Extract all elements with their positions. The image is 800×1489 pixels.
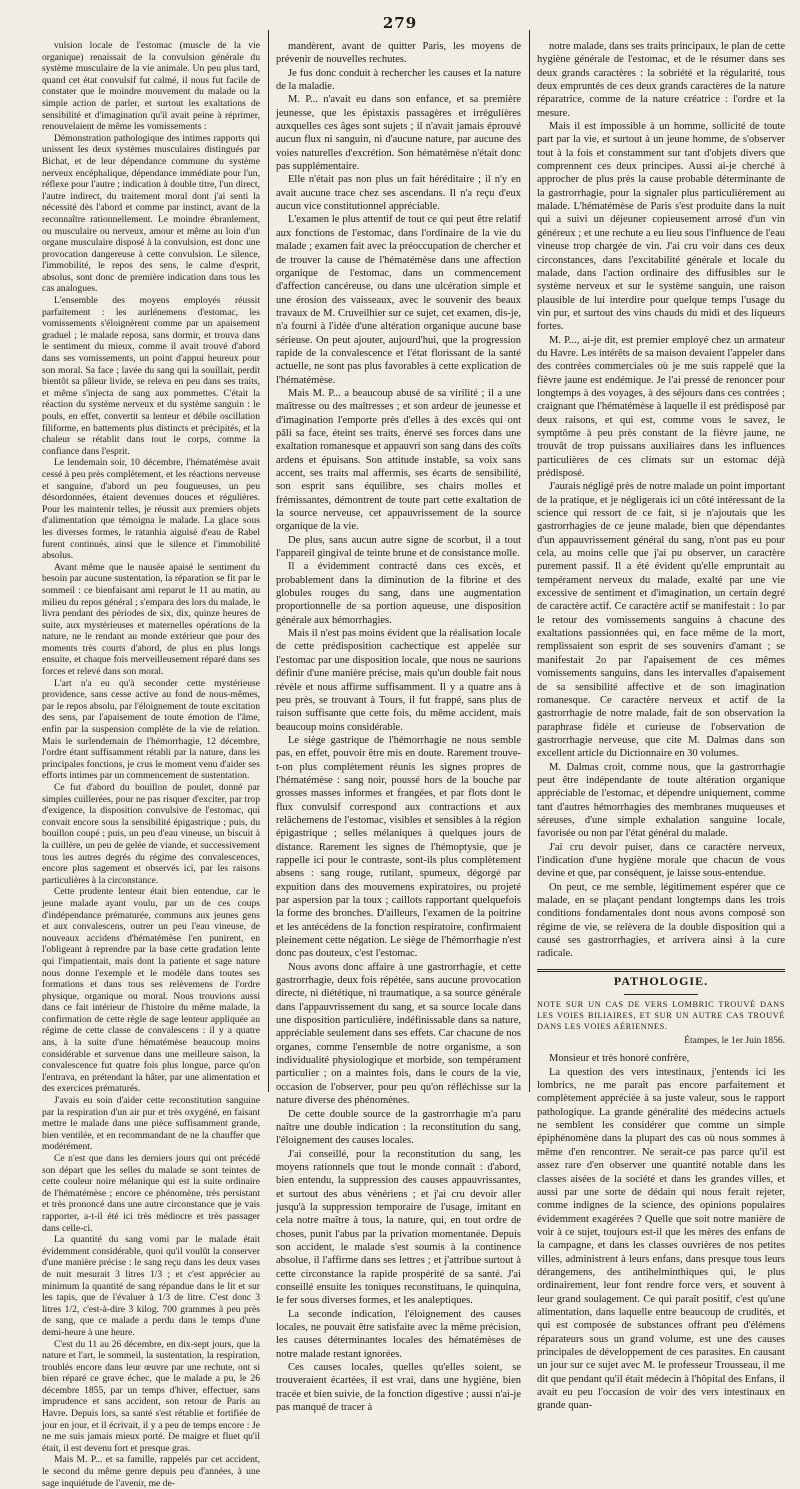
paragraph: L'ensemble des moyens employés réussit parfaitement : les aurlénemens d'estomac, les vomissements s'éloignèrent comme par un apaisement graduel ; le malade reposa, sans dormir, et trouva dans le sentiment du mieux, comme il avait trouvé d'abord dans ses vomissements, un point d'appui heureux pour son moral. Sa face ; lavée du sang qui la souillait, perdit bientôt sa pâleur livide, se releva en peu dans ses traits, et même s'injecta de sang aux pommettes. C'était la réaction du système nerveux et du système sanguin : le pouls, en effet, convertit sa lenteur et débile oscillation filiforme, en battements plus distincts et précipités, et la chaleur se rétablit dans tout le corps, comme la confiance dans l'esprit. [42, 295, 260, 457]
paragraph: La question des vers intestinaux, j'entends ici les lombrics, ne me paraît pas encore parfaitement et complètement appréciée à sa juste valeur, sous le rapport pathologique. La grande généralité des médecins actuels ne semblent les considérer que comme un simple épiphénomène dans la plupart des cas où nous sommes à même d'en rencontrer. Ne serait-ce pas parce qu'il est assez rare d'en observer une quantité notable dans les classes aisées de la société et dans les grandes villes, et aussi par une sorte de dédain qui nous ferait rejeter, comme indignes de la science, des opinions populaires évidemment exagérées ? Quelle que soit notre manière de voir à ce sujet, toujours est-il que les mères des enfans de la campagne, et dans les classes ouvrières de nos petites villes, administrent à leurs enfans, dans presque tous leurs dérangemens, des antihelminthiques qui, le plus ordinairement, leur font rendre force vers, et souvent à leur grand soulagement. Ce qui paraît positif, c'est qu'une alimentation, dans laquelle entre beaucoup de crudités, et qui est composée de substances offrant peu d'élémens réparateurs sous un grand volume, est une des causes principales de développement de ces parasites. En causant un jour sur ce sujet avec M. le professeur Trousseau, il me dit que pendant qu'il était médecin à l'hôpital des Enfans, il avait eu peu l'occasion de voir des vers intestinaux en grande quan- [537, 1066, 785, 1412]
paragraph: vulsion locale de l'estomac (muscle de la vie organique) renaissait de la convulsion générale du système musculaire de la vie animale. Un peu plus tard, quand cet état convulsif fut calmé, il nous fut facile de constater que le moindre mouvement du malade ou la simple action de parler, et surtout les exaltations de sensibilité et d'imagination qu'il avait peine à réprimer, renouvelaient de même les vomissements : [42, 40, 260, 133]
page-number: 279 [382, 14, 418, 32]
paragraph: Ces causes locales, quelles qu'elles soient, se trouveraient écartées, il est vrai, dans une hygiène, bien tracée et bien suivie, de la fonction digestive ; aussi n'ai-je pas manqué de tracer à [276, 1362, 521, 1414]
section-header [537, 969, 785, 993]
paragraph: Mais M. P... et sa famille, rappelés par cet accident, le second du même genre depuis peu d'années, à une sage inquiétude de l'avenir, me de- [42, 1454, 260, 1489]
section-title: PATHOLOGIE. [613, 973, 709, 988]
paragraph: De plus, sans aucun autre signe de scorbut, il a tout l'appareil gingival de teinte brune et de consistance molle. [276, 534, 521, 560]
paragraph: Mais M. P... a beaucoup abusé de sa virilité ; il a une maîtresse ou des maîtresses ; et son ardeur de jeunesse et d'imagination l'emporte près d'elles à des excès qui ont pâli sa face, éteint ses traits, énervé ses forces dans une exaltation romanesque et appauvri son sang dans des coïts ardens et épuisans. Son attitude instable, sa voix sans accent, ses traits mal affermis, ses écarts de sensibilité, son esprit sans équilibre, ses chairs molles et frémissantes, démontrent de toute part cette exaltation de la source nerveuse, cet appauvrissement de la source organique de la vie. [276, 387, 521, 533]
column-1 [42, 40, 260, 1489]
paragraph: Nous avons donc affaire à une gastrorrhagie, et cette gastrorrhagie, deux fois répétée, sans aucune provocation directe, ni diététique, ni traumatique, a sa source générale dans l'appauvrissement du sang, et sa source locale dans une disposition particulière, indéfinissable dans sa nature, appréciable seulement dans ses effets. Car chacune de nos organes, comme l'ensemble de notre organisme, a son individualité physiologique et morbide, son tempérament particulier ; on a maintes fois, dans le cours de la vie, occasion de l'observer, pour peu qu'on réfléchisse sur la nature diverse des phénomènes. [276, 961, 521, 1107]
paragraph: Ce n'est que dans les derniers jours qui ont précédé son départ que les selles du malade se sont teintes de cette couleur noire mélanique qui est la suite ordinaire de l'hématémèse ; encore ce phénomène, très persistant et très prononcé dans une autre circonstance que je vais rapporter, a-t-il été ici très médiocre et très passager dans celle-ci. [42, 1153, 260, 1234]
article-subtitle: NOTE SUR UN CAS DE VERS LOMBRIC TROUVÉ DANS LES VOIES BILIAIRES, ET SUR UN AUTRE CAS TROUVÉ DANS LES VOIES AÉRIENNES. [537, 1000, 785, 1032]
column-2 [276, 40, 521, 1414]
paragraph: M. P..., ai-je dit, est premier employé chez un armateur du Havre. Les intérêts de sa maison devaient l'appeler dans des contrées commerciales où je me suis rappelé que la fièvre jaune est endémique. Je l'ai pressé de renoncer pour longtemps à des voyages, à des séjours dans ces contrées ; craignant que l'hématémèse à laquelle il est prédisposé par deux raisons, et qui est, comme vous le savez, le symptôme à peu près constant de la fièvre jaune, ne trouvât de trop puissans auxiliaires dans les influences particulières de ces climats sur un estomac déjà prédisposé. [537, 334, 785, 479]
paragraph: La seconde indication, l'éloignement des causes locales, ne pouvait être satisfaite avec la même précision, les causes déterminantes locales des hématémèses de notre malade restant ignorées. [276, 1308, 521, 1360]
paragraph: J'ai conseillé, pour la reconstitution du sang, les moyens rationnels que tout le monde connaît : d'abord, bien entendu, la suppression des causes appauvrissantes, et surtout des abus vénériens ; et j'ai cru devoir aller jusqu'à la suppression temporaire de l'usage, imitant en cela notre maître à tous, la nature, qui, en tout ordre de choses, punit l'abus par la privation momentanée. Depuis son accident, le malade s'est soumis à la continence absolue, il l'affirme dans ses lettres ; et j'attribue surtout à cette circonstance la rapide prospérité de sa santé. J'ai conseillé ensuite les toniques reconstituans, le quinquina, le fer sous diverses formes, et les analeptiques. [276, 1148, 521, 1307]
paragraph: notre malade, dans ses traits principaux, le plan de cette hygiène générale de l'estomac, et de le résumer dans ses deux grands caractères : la sobriété et la régularité, tous deux empruntés de ces deux grands caractères de la nature réparatrice, comme de la nature créatrice : l'ordre et la mesure. [537, 41, 785, 119]
paragraph: mandèrent, avant de quitter Paris, les moyens de prévenir de nouvelles rechutes. [276, 41, 521, 66]
paragraph: Il a évidemment contracté dans ces excès, et probablement dans la diminution de la fibrine et des globules rouges du sang, dans une augmentation proportionnelle de sa portion aqueuse, une disposition générale aux hémorrhagies. [276, 561, 521, 626]
paragraph: Elle n'était pas non plus un fait héréditaire ; il n'y en avait aucune trace chez ses ascendans. Il n'a reçu d'eux aucun vice constitutionnel appréciable. [276, 174, 521, 213]
paragraph: Le lendemain soir, 10 décembre, l'hématémèse avait cessé à peu près complètement, et les réactions nerveuse et sanguine, d'abord un peu fougueuses, un peu désordonnées, étaient devenues douces et régulières. Pour les maintenir telles, je réussit aux premiers objets d'alimentation que témoigna le malade. La glace sous les diverses formes, le ratanhia aiguisé d'eau de Rabel furent continués, ainsi que le silence et l'immobilité absolus. [42, 457, 260, 562]
paragraph: Monsieur et très honoré confrère, [549, 1053, 690, 1065]
paragraph: L'art n'a eu qu'à seconder cette mystérieuse providence, sans cesse active au fond de nous-mêmes, par le repos absolu, par l'éloignement de toute excitation des sens, par l'apaisement de toute émotion de l'âme, enfin par la suspension complète de la vie de relation. Mais le surlendemain de l'hémorrhagie, 12 décembre, l'ordre étant suffisamment rétabli par la nature, dans les principales fonctions, je crus le moment venu d'aider ses efforts intimes par un commencement de sustentation. [42, 677, 260, 782]
paragraph: Ce fut d'abord du bouillon de poulet, donné par simples cuillerées, pour ne pas risquer d'exciter, par trop d'exigence, la disposition convulsive de l'estomac, qui convait encore sous la sensibilité épigastrique ; puis, du bouillon coupé ; puis, un peu d'eau vineuse, un biscuit à la cuillère, un peu de gelée de viande, et successivement tous les autres degrés du régime des convalescences, encore plus sagement et observés ici, par les raisons particulières à la circonstance. [42, 782, 260, 886]
paragraph: Démonstration pathologique des intimes rapports qui unissent les deux systèmes musculaires distingués par Bichat, et de leur dépendance commune du système nerveux encéphalique, dépendance immédiate pour l'un, réflexe pour l'autre ; indication à double titre, l'un direct, l'autre indirect, du traitement moral dont j'ai senti la nécessité dès l'abord et comme par instinct, avant de la reconnaître rationnellement. Le moindre ébranlement, ou musculaire ou nerveux, amour et même au loin d'un organe musculaire disposé à la convulsion, est donc une provocation dangereuse à cette convulsion. Le silence, l'immobilité, le repos des sens, le calme d'esprit, absolus, sont donc de première indication dans tous les cas analogues. [42, 132, 260, 295]
paragraph: De cette double source de la gastrorrhagie m'a paru naître une double indication : la reconstitution du sang, l'éloignement des causes locales. [276, 1108, 521, 1147]
paragraph: Mais il n'est pas moins évident que la réalisation locale de cette prédisposition cachectique est appelée sur l'estomac par une disposition locale, que nous ne saurions définir d'une manière précise, mais qu'un double fait nous révèle et nous affirme suffisamment. Il y a quatre ans à peu près, se trouvant à Tours, il fut frappé, sans plus de raison suffisante que cette fois, du même accident, mais beaucoup moins considérable. [276, 628, 521, 733]
paragraph: J'aurais négligé près de notre malade un point important de la pratique, et je négligerais ici un côté intéressant de la science qui ressort de ce fait, si je n'ajoutais que les gastrorrhagies de ce jeune malade, bien que dépendantes d'un appauvrissement général du sang, n'ont pas eu pour cela, au moins celle que j'ai pu observer, un caractère purement passif. Il a été évident qu'elle empruntait au tempérament nerveux du malade, exalté par une vie excessive de sentiment et d'imagination, un certain degré de caractère actif. Ce caractère actif se manifestait : 1o par le retour des vomissements sanguins à chacune des exaltations passionnées qui, en face même de la mort, remplissaient son esprit de ses souvenirs d'amant ; se manifestait 2o par l'apaisement de ces mêmes vomissements sanguins, dans les intervalles d'apaisement de sa sensibilité affective et de son imagination romanesque. Ce caractère nerveux et actif de la gastrorrhagie de notre malade, fait de son observation la paraphrase fidèle et curieuse de l'observation de gastrorrhagie nerveuse, que cite M. Dalmas dans son excellent article du Dictionnaire en 30 volumes. [537, 481, 785, 760]
paragraph: L'examen le plus attentif de tout ce qui peut être relatif aux fonctions de l'estomac, dans l'ordinaire de la vie du malade ; examen fait avec la préoccupation de chercher et de trouver la cause de l'hématémèse dans une affection organique de l'estomac, dans un commencement d'affection cancéreuse, ou dans une ulcération simple et une érosion des vaisseaux, avec le souvenir des beaux travaux de M. Cruveilhier sur ce sujet, cet examen, dis-je, n'a fourni à l'idée d'une altération organique aucune base sérieuse. On peut ajouter, aujourd'hui, que la progression rapide de la convalescence et l'état florissant de la santé actuelle, ne sont pas plus favorables à cette explication de l'hématémèse. [276, 214, 521, 386]
column-3 [537, 40, 785, 1412]
article-dateline: Étampes, le 1er Juin 1856. [684, 1036, 785, 1047]
column-rule-right [529, 30, 530, 1092]
paragraph: La quantité du sang vomi par le malade était évidemment considérable, quoi qu'il voulût la conserver d'une manière précise : le sang reçu dans les deux vases de nuit mesurait 3 litres 1/3 ; et c'est apprécier au minimum la quantité de sang répandue dans le lit et sur les tapis, que de l'évaluer à 1/3 de litre. C'est donc 3 litres 1/2, c'est-à-dire 3 kilog. 700 grammes à peu près de sang, que ce malade a perdu dans le temps d'une demi-heure à une heure. [42, 1234, 260, 1338]
column-3-article-end [537, 40, 785, 961]
paragraph: M. Dalmas croit, comme nous, que la gastrorrhagie peut être indépendante de toute altération organique appréciable de l'estomac, et dépendre uniquement, comme tant d'autres hémorrhagies des membranes muqueuses et séreuses, d'une simple exhalation sanguine locale, favorisée ou non par l'état général du malade. [537, 761, 785, 840]
paragraph: Je fus donc conduit à rechercher les causes et la nature de la maladie. [276, 67, 521, 93]
column-3-new-article [537, 1052, 785, 1412]
paragraph: On peut, ce me semble, légitimement espérer que ce malade, en se plaçant pendant longtemps dans les trois conditions fondamentales dont nous avons composé son régime de vie, se relèvera de la double disposition qui a causé ses gastrorrhagies, et arrivera ainsi à la cure radicale. [537, 881, 785, 960]
paragraph: J'ai cru devoir puiser, dans ce caractère nerveux, l'indication d'une hygiène morale que chacun de vous devine et que, par conséquent, je laisse sous-entendue. [537, 841, 785, 880]
paragraph: Mais il est impossible à un homme, sollicité de toute part par la vie, et surtout à un jeune homme, de s'observer tout à la fois et constamment sur tant d'objets divers que comprennent ces deux principes. Aussi ai-je cherché à approcher de plus près la cause probable déterminante de la gastrorrhagie, pour la signaler plus particulièrement au malade. L'hématémèse de Paris s'est produite dans la nuit qui a suivi un déjeuner copieusement arrosé d'un vin généreux ; et une rechute a eu lieu sous l'influence de l'eau vineuse trop chargée de vin. J'ai cru voir dans ces deux circonstances, dans l'excitabilité générale et locale du malade, dans l'action ordinaire des diffusibles sur le système nerveux et sur le système sanguin, une raison plausible de lui interdire pour quelque temps l'usage du vin pur, et surtout des vins chauds du midi et des liqueurs fortes. [537, 121, 785, 333]
paragraph: J'avais eu soin d'aider cette reconstitution sanguine par la respiration d'un air pur et très oxygéné, en faisant mettre le malade dans une pièce suffisamment grande, bien ventilée, et en recommandant de ne la chauffer que modérément. [42, 1095, 260, 1153]
paragraph: Avant même que le nausée apaisé le sentiment du besoin par aucune sustentation, la réparation se fit par le sommeil : ce bienfaisant ami reparut le 11 au matin, au milieu du repos général ; s'empara des lors du malade, le livra pendant des périodes de six, dix, quinze heures de suite, aux mystérieuses et maternelles opérations de la nature, ne le rendant au monde extérieur que pour des moments très courts d'abord, de plus en plus longs ensuite, et chaque fois merveilleusement réparé dans ses forces et relevé dans son moral. [42, 561, 260, 678]
paragraph: Cette prudente lenteur était bien entendue, car le jeune malade ayant voulu, par un de ces coups d'indépendance prématurée, communs aux jeunes gens et aux convalescens, outrer un peu l'eau vineuse, de nouveaux accidens d'hématémèse l'en punirent, en l'obligeant à reprendre par la base cette gradation lente qui l'impatientait, mais dont la patiente et sage nature nous donne l'exemple et le modèle dans toutes ses formations et dans tous ses relèvemens de l'ordre physique, organique ou moral. Nous trouvions aussi dans ce fait intérieur de l'histoire du même malade, la confirmation de cette règle de sage lenteur appliquée au régime de cette classe de convalescens : il y a quatre ans, à la suite d'une hématémèse beaucoup moins considérable et survenue dans une meilleure saison, la convalescence fut quatre fois plus longue, parce qu'on l'entrava, en prétendant la hâter, par une alimentation et des exercices prématurés. [42, 886, 260, 1095]
paragraph: Le siège gastrique de l'hémorrhagie ne nous semble pas, en effet, pouvoir être mis en doute. Rarement trouve-t-on plus complètement réunis les signes propres de l'hématémèse : sang noir, poussé hors de la bouche par grosses masses informes et frangées, et par flots dont le flux convulsif correspond aux contractions et aux relâchemens de l'estomac, visibles et sensibles à la région épigastrique ; selles mélaniques à quelques jours de distance. Rarement les signes de l'hémoptysie, que je rappelle ici pour le contraste, sont-ils plus complètement absens : sang rouge, rutilant, spumeux, dégorgé par expuition dans des mouvemens expiratoires, ou projeté par aspersion par la toux ; caillots rapportant quelquefois la forme des bronches. D'ailleurs, l'examen de la poitrine et les antécédens de la fonction respiratoire, confirmaient pleinement cette négation. Le siège de l'hémorrhagie n'est donc pas douteux, c'est l'estomac. [276, 734, 521, 960]
column-rule-left [268, 30, 269, 1092]
paragraph: C'est du 11 au 26 décembre, en dix-sept jours, que la nature et l'art, le sommeil, la sustentation, la respiration, troublés encore dans leur œuvre par une rechute, ont si bien réparé ce grave échec, que le malade a pu, le 26 décembre 1855, par un temps d'hiver, effectuer, sans imprudence et sans accident, son retour de Paris au Havre. Depuis lors, sa santé s'est rétablie et fortifiée de jour en jour, et il écrivait, il y a peu de temps encore : Je ne me suis jamais mieux porté. De maigre et fluet qu'il était, il est devenu fort et presque gras. [42, 1338, 260, 1454]
paragraph: M. P... n'avait eu dans son enfance, et sa première jeunesse, que les épistaxis passagères et irrégulières auxquelles ces âges sont sujets ; il n'avait jamais éprouvé aucun flux ni sanguin, ni d'aucune nature, par aucune des voies naturelles d'excrétion. Son hématémèse n'était donc pas supplémentaire. [276, 94, 521, 173]
